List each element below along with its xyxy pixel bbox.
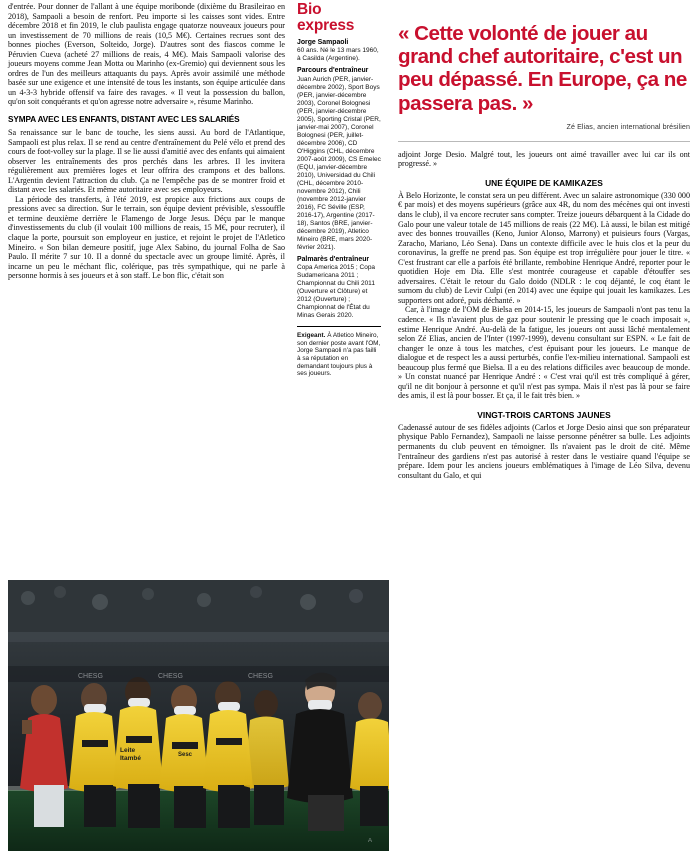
svg-text:A: A: [368, 838, 373, 844]
left-intro-text: d'entrée. Pour donner de l'allant à une équipe moribonde (dixième du Brasileirao en 2018), Sampaoli a besoin de renfort. Peu importe si les caisses sont vides. Entre décembre 2018 et fin 2019, le club paulista engage quatorze nouveaux joueurs pour un investissement de 70 millions de reais (10,5 M€). Certaines recrues sont des bonnes pioches (Everson, Solteido, Jorge). D'autres sont des fiascos comme le Péruvien Cueva (acheté 27 millions de reais, 4 M€). Mais Sampaoli valorise des joueurs moyens comme Jean Motta ou Marinho (ex-Gremio) qui deviennent sous les ordres de l'un des meilleurs attaquants du pays. Après avoir assimilé une méthode basée sur une exigence et une intensité de tous les instants, son équipe articulée dans un 4-3-3 hybride offensif va faire des ravages. « Il veut la possession du ballon, qu'on soit conquérants et qu'on agresse notre adversaire », résume Marinho.: [8, 2, 285, 107]
left-body-p2: La période des transferts, à l'été 2019, est propice aux frictions aux coups de pressions avec sa direction. Sur le terrain, son équipe devient prévisible, s'essouffle et termine deuxième derrière le Flamengo de Jorge Jesus. Déçu par le manque d'investissements du club (il voulait 100 millions de reais, 15 M€, pour recruter), il claque la porte, poursuit son employeur en justice, et rejoint le projet de l'Atletico Mineiro. « Son bilan demeure positif, juge Alex Sabino, du journal Folha de Sao Paulo. Il mérite 7 sur 10. Il a donné du spectacle avec un groupe limité. Après, il incarne un peu le méchant flic, colérique, pas très sympathique, qui ne parle à personne hormis à ses joueurs et à son staff. Le bon flic, c'était son: [8, 194, 285, 281]
right-body-2-p1: Cadenassé autour de ses fidèles adjoints (Carlos et Jorge Desio ainsi que son préparateur physique Pablo Fernandez), Sampaoli ne laisse personne pénétrer sa bulle. Les adjoints permanents du club peuvent en témoigner. Ils n'avaient pas le droit de cité. Même l'entraîneur des gardiens n'est pas autorisé à rester dans le vestiaire quand l'équipe se prépare. Idem pour les anciens joueurs emblématiques à l'image de Léo Silva, devenu consultant du Galo, et qui: [398, 422, 690, 480]
exigeant-note: [297, 332, 381, 378]
left-body-p1: Sa renaissance sur le banc de touche, les siens aussi. Au bord de l'Atlantique, Sampaoli est plus relax. Il se rend au centre d'entraînement du Pelé vélo et prend des cours de foot-volley sur la plage. Il se lie aussi d'amitié avec des enfants qui aimaient observer les entraînements des pros perchés dans les arbres. Il les invitera régulièrement aux premières loges et leur offrira des crampons et des ballons. L'Argentin devient l'attraction du club. Ça ne l'empêche pas de se montrer froid et distant avec les salariés. Et même autoritaire avec ses employeurs.: [8, 128, 285, 195]
svg-text:CHESG: CHESG: [158, 673, 183, 680]
bio-express-title: Bio express: [297, 1, 355, 34]
quote-divider: [398, 141, 690, 142]
right-body-1: [398, 191, 690, 401]
right-body-2: [398, 423, 690, 480]
team-photo: [8, 580, 389, 851]
svg-text:CHESG: CHESG: [78, 673, 103, 680]
right-intro-text: adjoint Jorge Desio. Malgré tout, les joueurs ont aimé travailler avec lui car ils ont progressé. »: [398, 149, 690, 169]
section-heading-cartons: VINGT-TROIS CARTONS JAUNES: [477, 409, 611, 420]
right-intro: [398, 150, 690, 169]
mid-divider: [297, 326, 381, 327]
bio-block-text-0: 60 ans. Né le 13 mars 1960, à Casilda (Argentine).: [297, 47, 379, 63]
section-heading-sympa: SYMPA AVEC LES ENFANTS, DISTANT AVEC LES SALARIÉS: [8, 115, 240, 125]
svg-text:Leite: Leite: [120, 747, 136, 754]
left-intro-paragraph: [8, 2, 285, 107]
bio-block-text-2: Copa America 2015 ; Copa Sudamericana 2011 ; Championnat du Chili 2011 (Ouverture et Clôture) et 2012 (Ouverture) ; Championnat de l'État du Minas Gerais 2020.: [297, 264, 376, 320]
svg-text:Itambé: Itambé: [120, 755, 141, 762]
pull-quote-attribution: Zé Elias, ancien international brésilien: [566, 122, 690, 131]
bio-block-label-0: Jorge Sampaoli: [297, 39, 349, 46]
right-body-1-p2: Car, à l'image de l'OM de Bielsa en 2014-15, les joueurs de Sampaoli n'ont pas tenu la cadence. « Ils n'avaient plus de gaz pour soutenir le pressing que le coach imposait », estime Henrique André. Au-delà de la fatigue, les joueurs ont aussi lâché mentalement selon Zé Elias, ancien de l'Inter (1997-1999), devenu consultant sur ESPN. « Le fait de changer le onze à tous les matches, c'est épuisant pour les joueurs. Le manque de dialogue et de respect les a aussi perturbés, confie l'ex-milieu international. Sampaoli est beaucoup plus fermé que Bielsa. Il a eu des relations difficiles avec beaucoup de monde. » Un constat nuancé par Henrique André : « C'est vrai qu'il est très compliqué à gérer, qu'il ne dit bonjour à personne et qu'il n'est pas sympa. Mais il n'est pas là pour se faire des amis, il est là pour bosser. Et ça, il le fait très bien. »: [398, 305, 690, 401]
bio-block-label-1: Parcours d'entraîneur: [297, 67, 369, 75]
bio-block-text-1: Juan Aurich (PER, janvier-décembre 2002), Sport Boys (PER, janvier-décembre 2003), Coronel Bolognesi (PER, janvier-décembre 2005), Sporting Cristal (PER, janvier-mai 2007), Coronel Bolognesi (PER, juillet-décembre 2006), CD O'Higgins (CHL, décembre 2007-août 2009), CS Emelec (EQU, janvier-décembre 2010), Universidad du Chili (CHL, décembre 2010-novembre 2012), Chili (novembre 2012-janvier 2016), FC Séville (ESP, 2016-17), Argentine (2017-18), Santos (BRE, janvier-décembre 2019), Atletico Mineiro (BRE, mars 2020-février 2021).: [297, 75, 381, 251]
section-heading-kamikazes: UNE ÉQUIPE DE KAMIKAZES: [485, 177, 603, 188]
bio-express-column: [297, 2, 381, 378]
right-body-1-p1: À Belo Horizonte, le constat sera un peu différent. Avec un salaire astronomique (330 000 € par mois) et des moyens supérieurs (grâce aux 4R, du nom des mécènes qui ont investi dans le club), il va encore recruter sans compter. Treize joueurs débarquent à la Cidade do Galo pour une valeur totale de 145 millions de reais (22 M€). Là aussi, le bilan est mitigé avec des bonnes trouvailles (Keno, Junior Alonso, Marrony) et puisieurs fours (Vargas, Zaracho, Mariano, Léo Sena). Dans un contexte difficile avec le huis clos et la peur du coronavirus, la greffe ne prend pas. Son équipe est trop irrégulière pour jouer le titre. « C'est frustrant car elle a parfois été brillante, rembobine Henrique André, reporter pour le quotidien Hoje em Dia. Elle s'est montrée courageuse et capable d'étouffer ses adversaires. C'était le retour du Galo doido (NDLR : le coq déjanté, le coq étant le surnom du club) de Levir Culpi (en 2014) avec une équipe qui jouait les kamikazes. Les supporters ont adoré, puis déchanté. »: [398, 190, 690, 305]
team-photo-illustration: [8, 580, 389, 851]
svg-text:CHESG: CHESG: [248, 673, 273, 680]
exigeant-text: À Atletico Mineiro, son dernier poste avant l'OM, Jorge Sampaoli n'a pas failli à sa réputation en demandant toujours plus à ses joueurs.: [297, 332, 381, 378]
sponsor-board: [8, 666, 389, 682]
exigeant-label: Exigeant.: [297, 332, 326, 340]
left-body: [8, 128, 285, 281]
bio-block-label-2: Palmarès d'entraîneur: [297, 255, 370, 263]
right-column: [398, 2, 690, 480]
svg-text:Sesc: Sesc: [178, 752, 193, 758]
left-column: [8, 2, 285, 281]
pull-quote: « Cette volonté de jouer au grand chef autoritaire, c'est un peu dépassé. En Europe, ça ne passera pas. »: [398, 22, 687, 115]
